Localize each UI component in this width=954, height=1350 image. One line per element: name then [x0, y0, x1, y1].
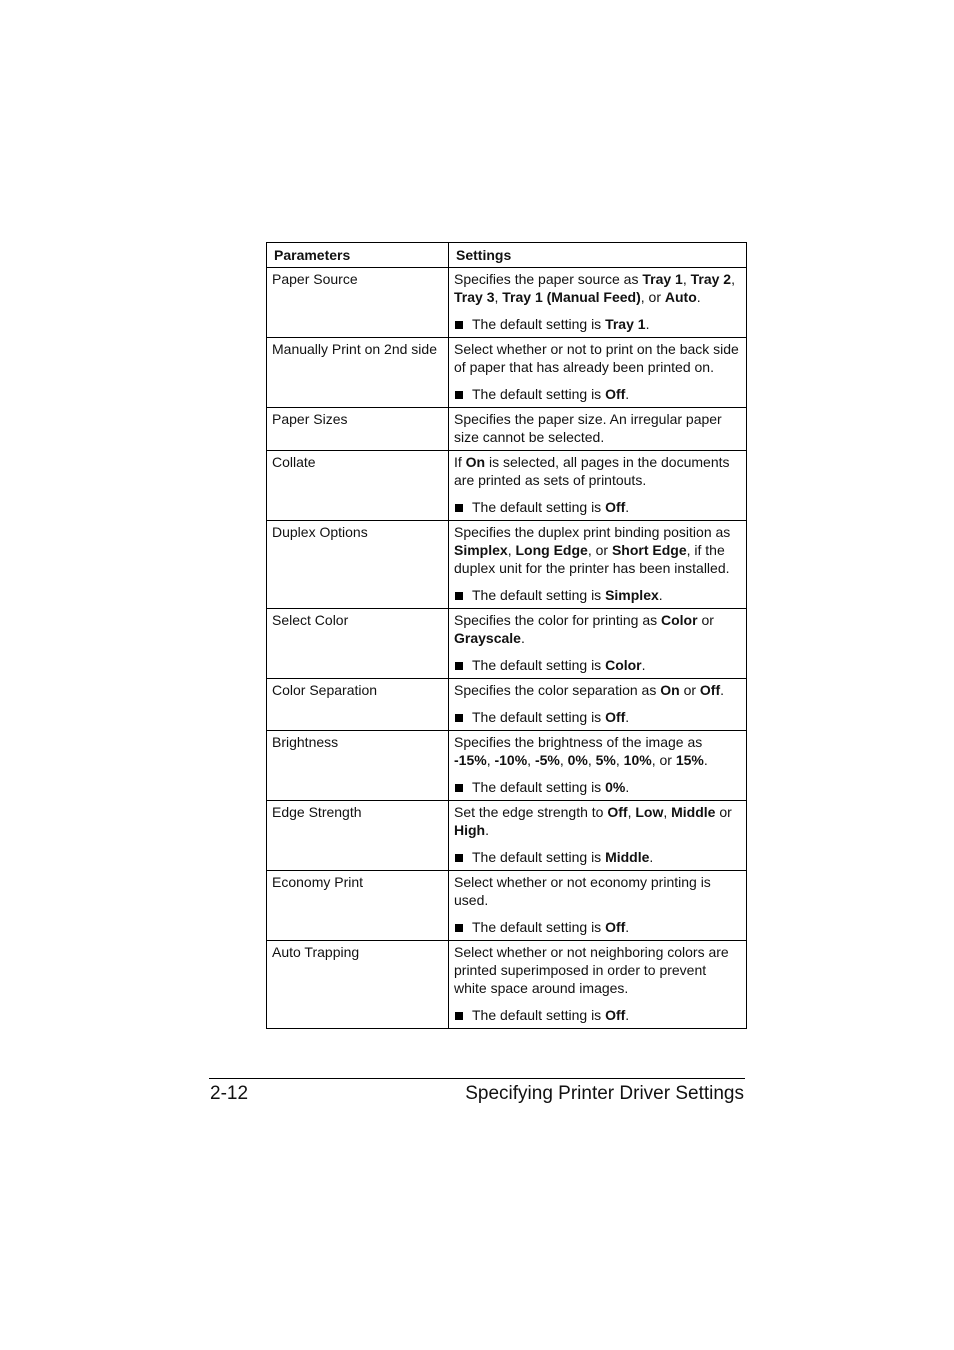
default-value: Off — [605, 1007, 626, 1023]
parameter-name: Brightness — [267, 731, 449, 801]
description-text: , or — [651, 752, 676, 768]
description-text: . — [720, 682, 725, 698]
default-label: The default setting is — [472, 709, 606, 725]
setting-cell — [449, 451, 747, 521]
table-body — [267, 268, 747, 1029]
setting-option: Low — [635, 804, 664, 820]
description-text: Specifies the duplex print binding position as — [454, 524, 731, 540]
default-label: The default setting is — [472, 919, 606, 935]
description-text: , — [507, 542, 516, 558]
default-value: Middle — [605, 849, 650, 865]
square-bullet-icon — [455, 662, 463, 670]
setting-option: 15% — [675, 752, 704, 768]
table-row — [267, 451, 747, 521]
description-text: or — [715, 804, 732, 820]
setting-option: Long Edge — [515, 542, 588, 558]
parameter-name: Auto Trapping — [267, 941, 449, 1029]
setting-description — [454, 453, 740, 489]
default-value: Off — [605, 386, 626, 402]
description-text: Select whether or not to print on the back side of paper that has already been printed on. — [454, 341, 739, 375]
default-setting — [454, 656, 740, 674]
description-text: , or — [587, 542, 612, 558]
default-period: . — [625, 709, 630, 725]
description-text: Specifies the color separation as — [454, 682, 661, 698]
default-period: . — [625, 919, 630, 935]
setting-option: Short Edge — [611, 542, 687, 558]
default-label: The default setting is — [472, 657, 606, 673]
square-bullet-icon — [455, 321, 463, 329]
square-bullet-icon — [455, 504, 463, 512]
description-text: Specifies the color for printing as — [454, 612, 661, 628]
default-label: The default setting is — [472, 779, 606, 795]
default-setting — [454, 708, 740, 726]
description-text: is selected, all pages in the documents are printed as sets of printouts. — [454, 454, 730, 488]
description-text: Specifies the brightness of the image as — [454, 734, 703, 750]
setting-cell — [449, 408, 747, 451]
setting-description — [454, 611, 740, 647]
description-text: or — [679, 682, 700, 698]
setting-option: Tray 1 (Manual Feed) — [502, 289, 641, 305]
setting-option: Tray 3 — [454, 289, 495, 305]
description-text: , if the duplex unit for the printer has been installed. — [454, 542, 730, 576]
setting-option: Simplex — [454, 542, 508, 558]
header-settings: Settings — [449, 243, 747, 268]
default-value: Tray 1 — [605, 316, 646, 332]
setting-description — [454, 943, 740, 997]
default-setting — [454, 918, 740, 936]
parameter-name: Color Separation — [267, 679, 449, 731]
description-text: , — [559, 752, 568, 768]
setting-option: High — [454, 822, 486, 838]
setting-option: -15% — [454, 752, 487, 768]
table-row — [267, 801, 747, 871]
default-setting — [454, 1006, 740, 1024]
square-bullet-icon — [455, 854, 463, 862]
description-text: , — [527, 752, 535, 768]
default-period: . — [625, 499, 630, 515]
setting-cell — [449, 941, 747, 1029]
setting-description — [454, 410, 740, 446]
table-row — [267, 731, 747, 801]
default-value: Simplex — [605, 587, 659, 603]
default-setting — [454, 315, 740, 333]
parameter-name: Paper Sizes — [267, 408, 449, 451]
setting-option: Middle — [671, 804, 716, 820]
setting-description — [454, 340, 740, 376]
description-text: , — [494, 289, 503, 305]
setting-cell — [449, 679, 747, 731]
default-period: . — [625, 386, 630, 402]
description-text: Set the edge strength to — [454, 804, 608, 820]
default-value: Off — [605, 709, 626, 725]
table-row — [267, 609, 747, 679]
footer-rule — [209, 1078, 745, 1079]
setting-option: Auto — [664, 289, 697, 305]
description-text: , — [663, 804, 672, 820]
setting-cell — [449, 521, 747, 609]
default-label: The default setting is — [472, 1007, 606, 1023]
description-text: Select whether or not neighboring colors are printed superimposed in order to prevent white space around images. — [454, 944, 729, 996]
square-bullet-icon — [455, 924, 463, 932]
setting-description — [454, 733, 740, 769]
default-label: The default setting is — [472, 499, 606, 515]
setting-option: Tray 1 — [642, 271, 683, 287]
parameter-name: Duplex Options — [267, 521, 449, 609]
setting-description — [454, 270, 740, 306]
description-text: Specifies the paper size. An irregular paper size cannot be selected. — [454, 411, 722, 445]
setting-cell — [449, 338, 747, 408]
table-row — [267, 941, 747, 1029]
parameter-name: Manually Print on 2nd side — [267, 338, 449, 408]
setting-description — [454, 681, 740, 699]
default-setting — [454, 586, 740, 604]
default-label: The default setting is — [472, 849, 606, 865]
setting-option: Off — [699, 682, 721, 698]
default-setting — [454, 778, 740, 796]
default-value: 0% — [605, 779, 626, 795]
page-number: 2-12 — [210, 1083, 249, 1104]
default-setting — [454, 498, 740, 516]
description-text: . — [696, 289, 701, 305]
setting-option: On — [465, 454, 486, 470]
default-period: . — [641, 657, 646, 673]
setting-option: Off — [607, 804, 628, 820]
setting-option: 10% — [623, 752, 652, 768]
default-label: The default setting is — [472, 386, 606, 402]
description-text: , — [486, 752, 495, 768]
description-text: If — [454, 454, 466, 470]
default-period: . — [658, 587, 663, 603]
table-row — [267, 521, 747, 609]
parameter-name: Select Color — [267, 609, 449, 679]
default-setting — [454, 848, 740, 866]
header-parameters: Parameters — [267, 243, 449, 268]
square-bullet-icon — [455, 592, 463, 600]
setting-option: -5% — [534, 752, 560, 768]
parameter-name: Edge Strength — [267, 801, 449, 871]
default-period: . — [625, 1007, 630, 1023]
square-bullet-icon — [455, 391, 463, 399]
default-period: . — [645, 316, 650, 332]
table-row — [267, 338, 747, 408]
setting-description — [454, 803, 740, 839]
setting-option: 0% — [567, 752, 588, 768]
default-value: Off — [605, 499, 626, 515]
setting-cell — [449, 731, 747, 801]
parameters-table — [266, 242, 747, 1029]
description-text: . — [520, 630, 525, 646]
table-row — [267, 408, 747, 451]
table-row — [267, 268, 747, 338]
setting-cell — [449, 871, 747, 941]
default-value: Color — [605, 657, 642, 673]
description-text: . — [703, 752, 708, 768]
description-text: , — [615, 752, 624, 768]
description-text: , or — [640, 289, 665, 305]
description-text: . — [485, 822, 489, 838]
setting-option: 5% — [595, 752, 616, 768]
description-text: , — [682, 271, 691, 287]
setting-option: Grayscale — [454, 630, 521, 646]
setting-description — [454, 873, 740, 909]
table-row — [267, 679, 747, 731]
description-text: , — [627, 804, 636, 820]
default-label: The default setting is — [472, 316, 606, 332]
default-setting — [454, 385, 740, 403]
description-text: , — [587, 752, 596, 768]
square-bullet-icon — [455, 784, 463, 792]
setting-option: On — [660, 682, 680, 698]
square-bullet-icon — [455, 714, 463, 722]
parameter-name: Collate — [267, 451, 449, 521]
parameter-name: Economy Print — [267, 871, 449, 941]
table-header-row — [267, 243, 747, 268]
setting-cell — [449, 268, 747, 338]
description-text: or — [697, 612, 714, 628]
default-label: The default setting is — [472, 587, 606, 603]
setting-option: Tray 2 — [690, 271, 732, 287]
setting-cell — [449, 609, 747, 679]
square-bullet-icon — [455, 1012, 463, 1020]
parameter-name: Paper Source — [267, 268, 449, 338]
setting-option: Color — [661, 612, 698, 628]
setting-option: -10% — [494, 752, 528, 768]
setting-description — [454, 523, 740, 577]
description-text: Specifies the paper source as — [454, 271, 643, 287]
setting-cell — [449, 801, 747, 871]
default-period: . — [625, 779, 630, 795]
default-period: . — [649, 849, 654, 865]
default-value: Off — [605, 919, 626, 935]
description-text: , — [731, 271, 735, 287]
table-row — [267, 871, 747, 941]
page-section-title: Specifying Printer Driver Settings — [465, 1083, 744, 1104]
description-text: Select whether or not economy printing is used. — [454, 874, 711, 908]
